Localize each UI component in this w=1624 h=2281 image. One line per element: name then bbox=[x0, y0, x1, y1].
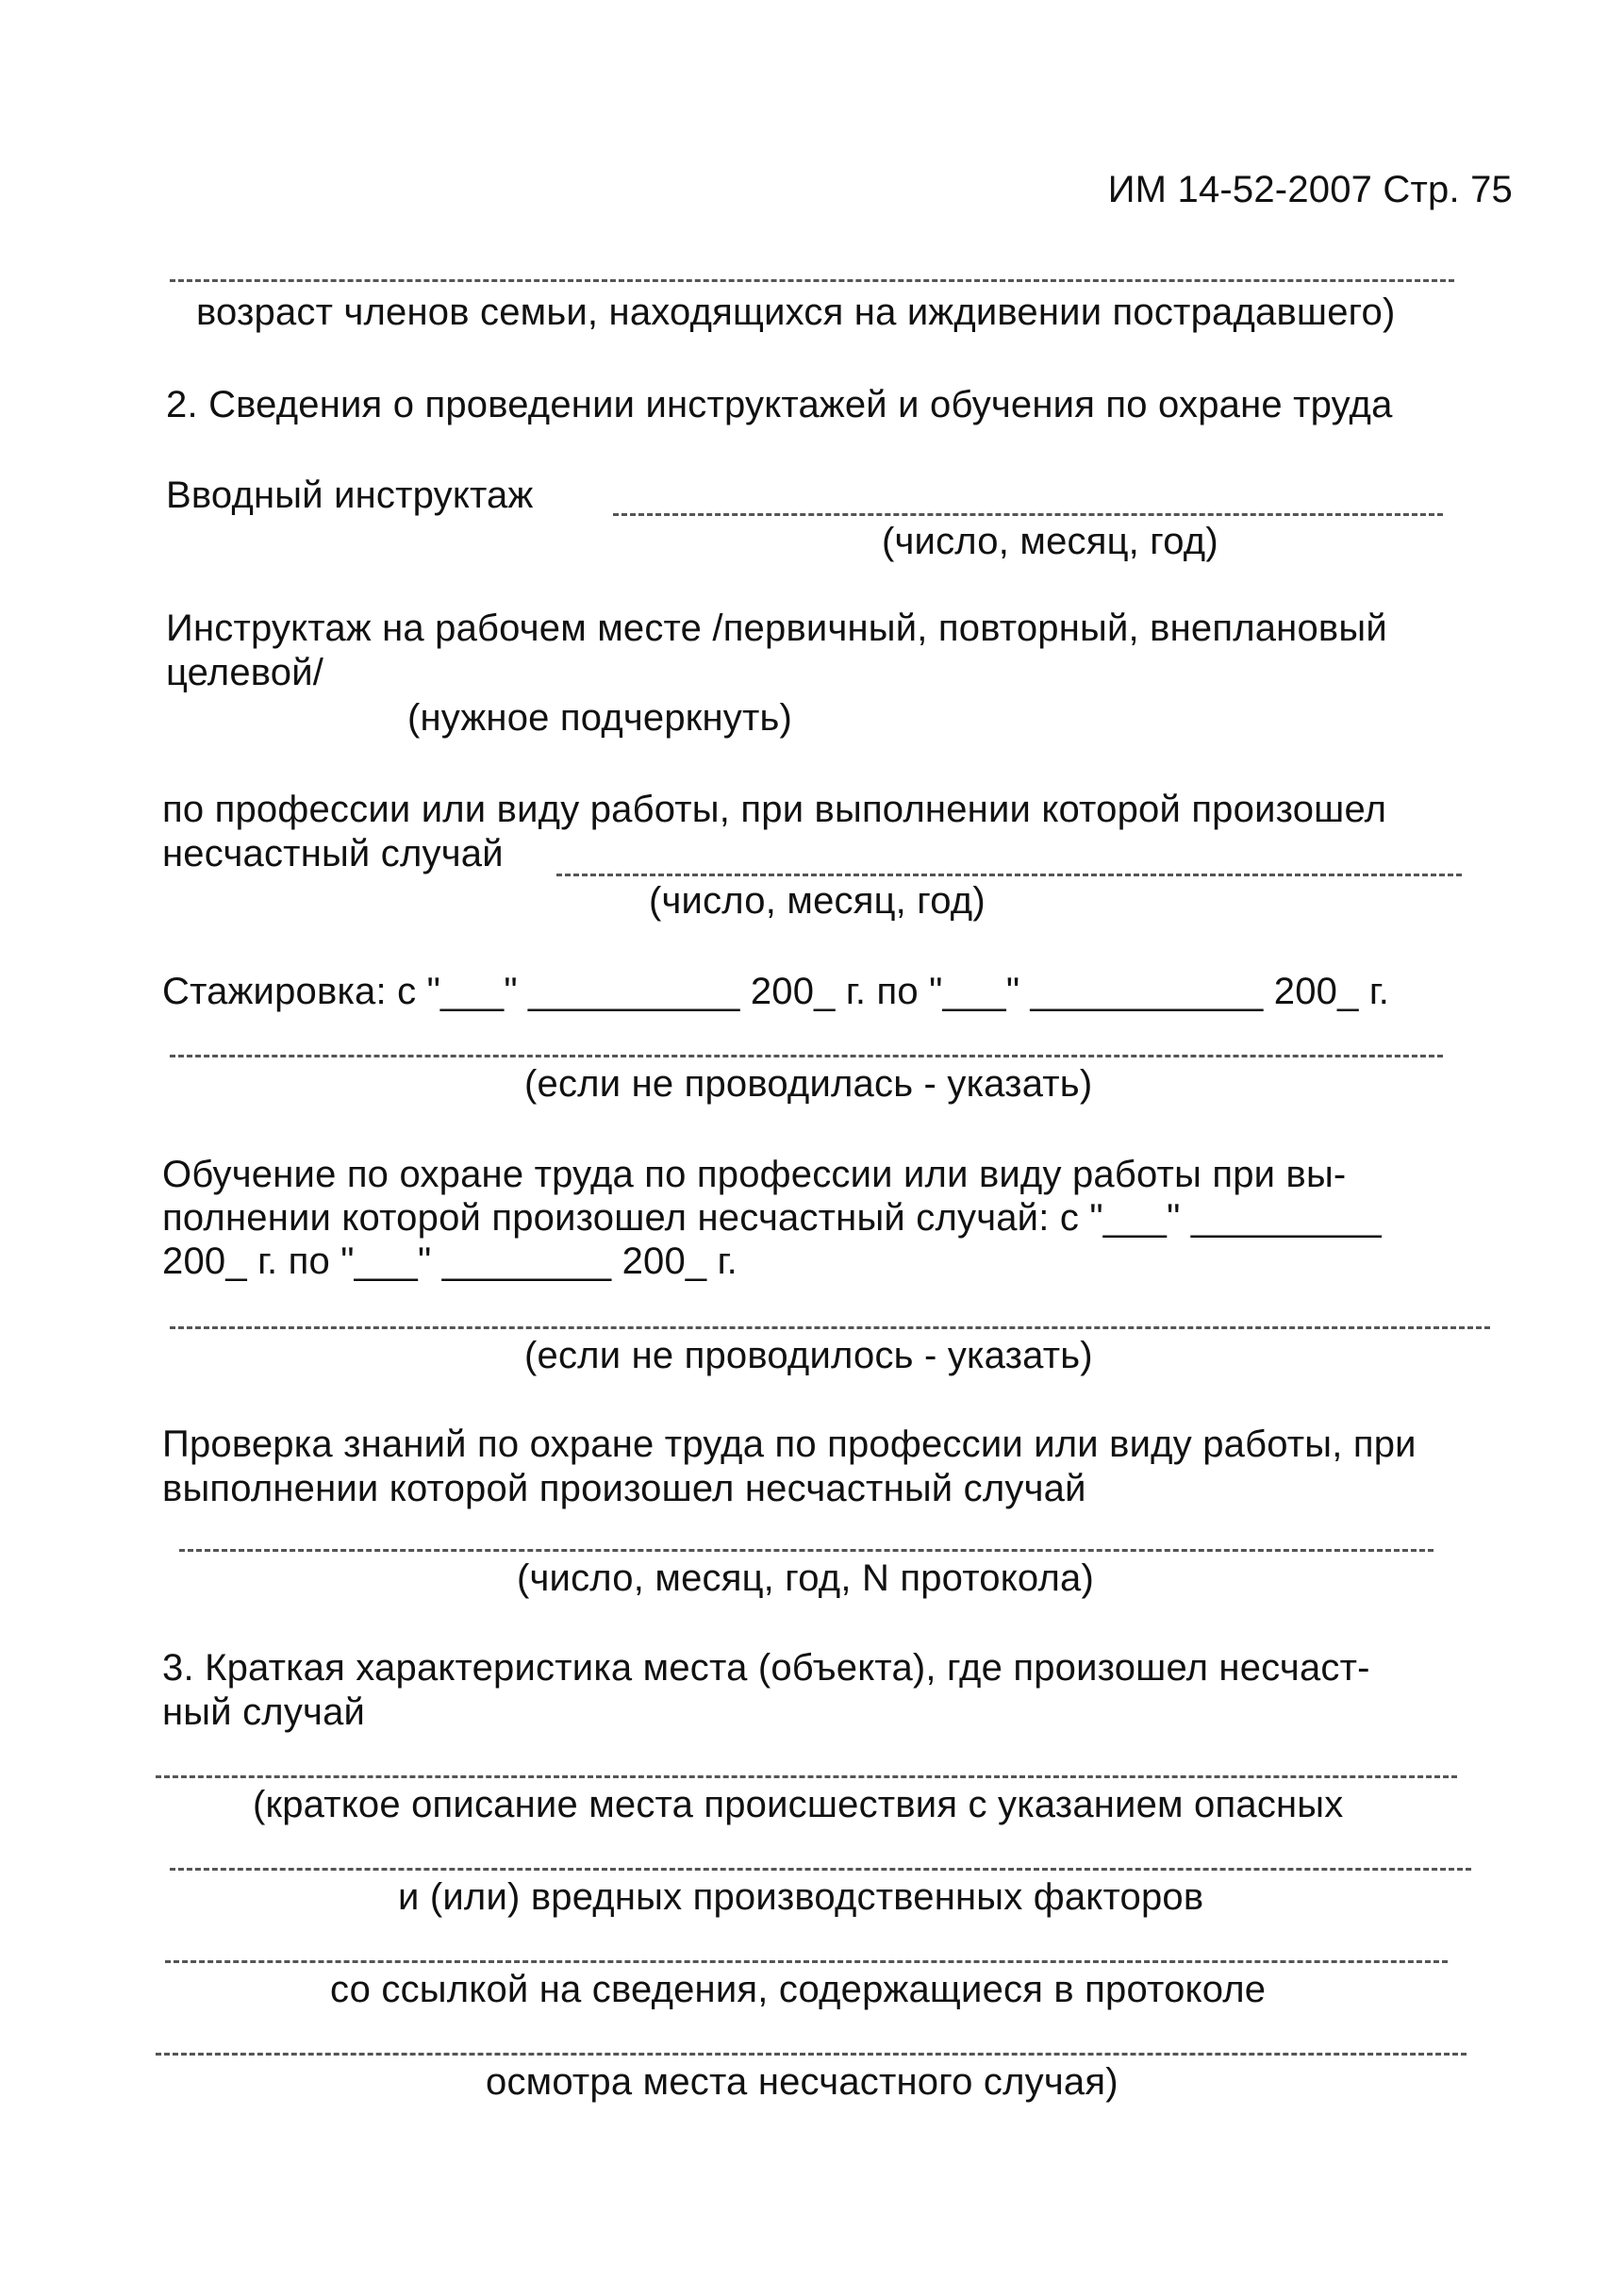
fill-line-section3-1 bbox=[156, 1775, 1457, 1778]
intro-briefing-hint: (число, месяц, год) bbox=[882, 521, 1218, 562]
fill-line-section3-4 bbox=[156, 2053, 1467, 2056]
workplace-briefing-hint: (нужное подчеркнуть) bbox=[407, 697, 793, 739]
page-reference: ИМ 14-52-2007 Стр. 75 bbox=[1107, 169, 1513, 210]
fill-line-internship bbox=[170, 1055, 1443, 1057]
section-3-hint-3: со ссылкой на сведения, содержащиеся в протоколе bbox=[330, 1969, 1267, 2010]
section-2-heading: 2. Сведения о проведении инструктажей и обучения по охране труда bbox=[166, 384, 1393, 425]
section-3-hint-2: и (или) вредных производственных факторов bbox=[398, 1876, 1204, 1918]
fill-line-training bbox=[170, 1326, 1490, 1329]
section-3-hint-1: (краткое описание места происшествия с указанием опасных bbox=[253, 1784, 1344, 1825]
internship-line: Стажировка: с "___" __________ 200_ г. по "___" ___________ 200_ г. bbox=[162, 971, 1390, 1012]
workplace-briefing-line1: Инструктаж на рабочем месте /первичный, повторный, внеплановый bbox=[166, 608, 1387, 649]
knowledge-check-line1: Проверка знаний по охране труда по профессии или виду работы, при bbox=[162, 1424, 1417, 1465]
fill-line-intro-briefing bbox=[613, 513, 1443, 516]
section-3-hint-4: осмотра места несчастного случая) bbox=[486, 2061, 1119, 2103]
training-line3: 200_ г. по "___" ________ 200_ г. bbox=[162, 1240, 737, 1282]
profession-briefing-hint: (число, месяц, год) bbox=[649, 880, 986, 922]
knowledge-check-hint: (число, месяц, год, N протокола) bbox=[517, 1557, 1094, 1599]
profession-briefing-line1: по профессии или виду работы, при выполнении которой произошел bbox=[162, 789, 1387, 830]
intro-briefing-label: Вводный инструктаж bbox=[166, 475, 534, 516]
training-line2: полнении которой произошел несчастный случай: с "___" _________ bbox=[162, 1197, 1382, 1239]
fill-line-section3-3 bbox=[165, 1960, 1448, 1963]
workplace-briefing-line2: целевой/ bbox=[166, 652, 324, 693]
family-note: возраст членов семьи, находящихся на иждивении пострадавшего) bbox=[196, 291, 1396, 333]
section-3-line2: ный случай bbox=[162, 1691, 366, 1733]
training-line1: Обучение по охране труда по профессии или виду работы при вы- bbox=[162, 1154, 1347, 1195]
section-3-line1: 3. Краткая характеристика места (объекта), где произошел несчаст- bbox=[162, 1647, 1370, 1689]
profession-briefing-line2: несчастный случай bbox=[162, 833, 504, 874]
internship-hint: (если не проводилась - указать) bbox=[524, 1063, 1093, 1105]
knowledge-check-line2: выполнении которой произошел несчастный случай bbox=[162, 1468, 1086, 1509]
fill-line-family bbox=[170, 279, 1454, 282]
fill-line-section3-2 bbox=[170, 1868, 1471, 1871]
training-hint: (если не проводилось - указать) bbox=[524, 1335, 1093, 1376]
fill-line-knowledge-check bbox=[179, 1549, 1433, 1552]
fill-line-profession-briefing bbox=[556, 874, 1462, 876]
